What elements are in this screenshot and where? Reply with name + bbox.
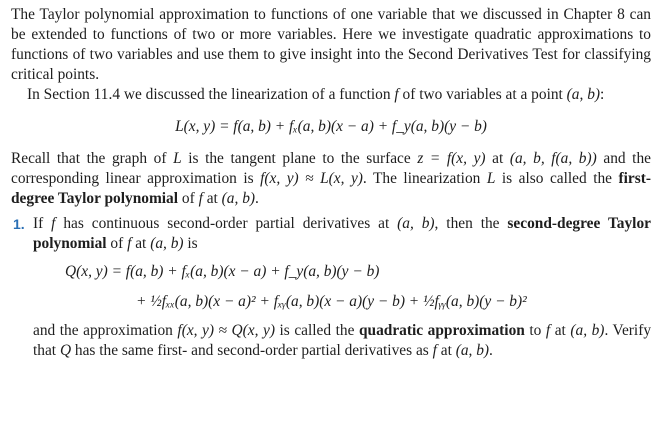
linearization-paragraph: In Section 11.4 we discussed the linearization of a function f of two variables at a point (a, b): — [27, 86, 605, 103]
tangent-plane-paragraph: Recall that the graph of L is the tangent plane to the surface z = f(x, y) at (a, b, f(a, b)) and the corresponding linear approximation is f(x, y) ≈ L(x, y). The linearization L is also called the first-degree Taylor polynomial of f at (a, b). — [11, 150, 651, 207]
intro-paragraph: The Taylor polynomial approximation to functions of one variable that we discussed in Chapter 8 can be extended to functions of two or more variables. Here we investigate quadratic approximations to functions of two variables and use them to give insight into the Second Derivatives Test for classifying critical points. — [11, 6, 651, 83]
linearization-equation: L(x, y) = f(a, b) + fₓ(a, b)(x − a) + f_y(a, b)(y − b) — [175, 118, 487, 135]
quadratic-equation-line-2: + ½fₓₓ(a, b)(x − a)² + fₓᵧ(a, b)(x − a)(y − b) + ½fᵧᵧ(a, b)(y − b)² — [136, 293, 527, 310]
quadratic-equation-line-1: Q(x, y) = f(a, b) + fₓ(a, b)(x − a) + f_y(a, b)(y − b) — [65, 263, 380, 280]
exercise-item-1 — [11, 214, 651, 361]
textbook-page — [11, 5, 651, 361]
exercise-conclusion: and the approximation f(x, y) ≈ Q(x, y) is called the quadratic approximation to f at (a, b). Verify that Q has the same first- and second-order partial derivatives as f at (a, b). — [33, 322, 652, 359]
exercise-number: 1. — [13, 216, 25, 232]
exercise-statement: If f has continuous second-order partial derivatives at (a, b), then the second-degree Taylor polynomial of f at (a, b) is — [33, 215, 651, 252]
quadratic-equation — [33, 262, 651, 312]
